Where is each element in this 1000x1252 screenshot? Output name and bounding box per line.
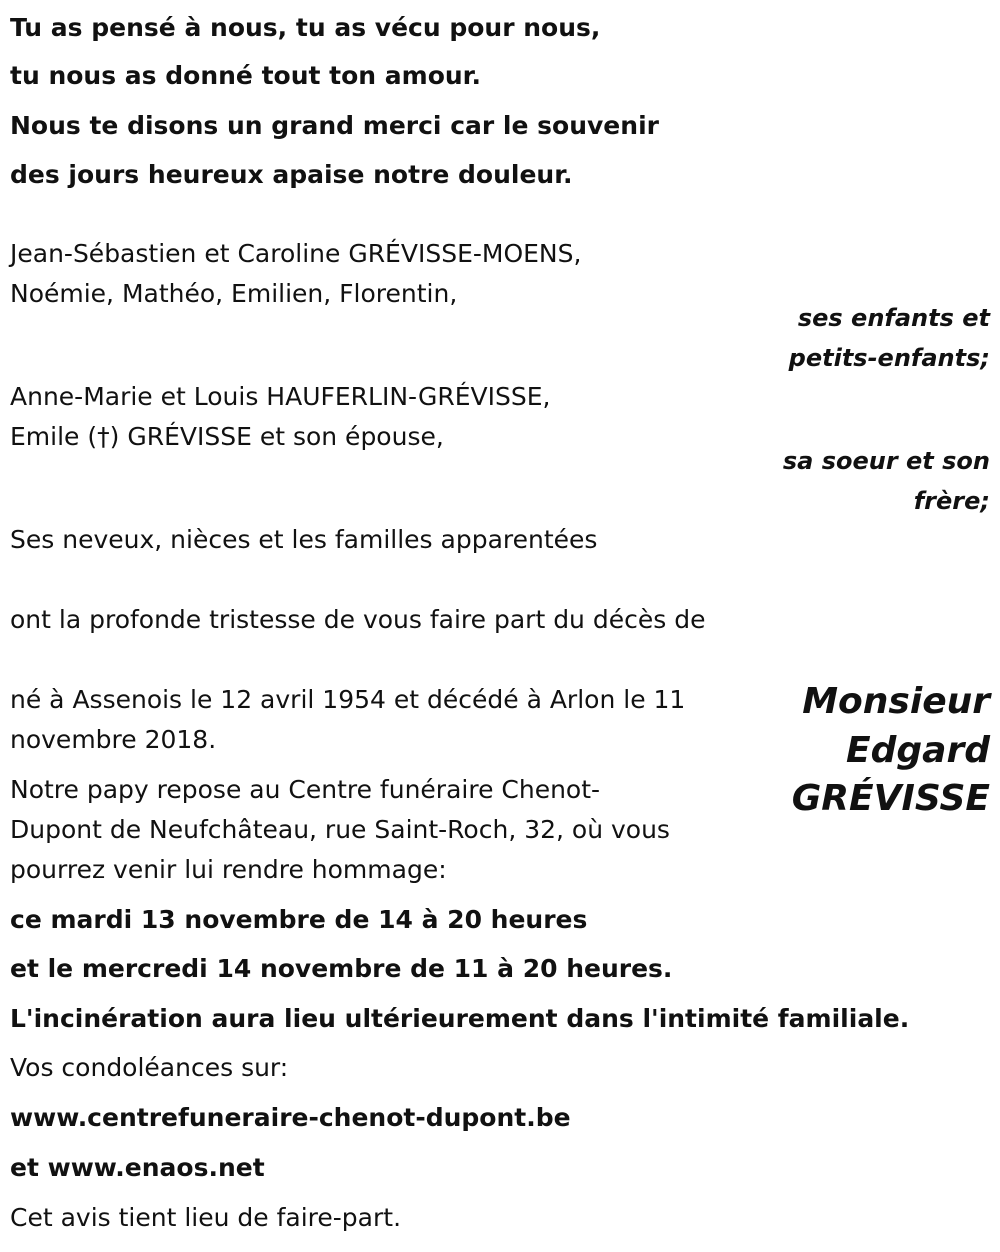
children-relation-2: petits-enfants; — [788, 344, 990, 372]
deceased-last-name: GRÉVISSE — [791, 778, 990, 819]
closing-note: Cet avis tient lieu de faire-part. — [10, 1203, 402, 1232]
siblings-line-2: Emile (†) GRÉVISSE et son épouse, — [10, 422, 444, 451]
siblings-line-1: Anne-Marie et Louis HAUFERLIN-GRÉVISSE, — [10, 382, 551, 411]
children-line-2: Noémie, Mathéo, Emilien, Florentin, — [10, 279, 458, 308]
poem-line-3: Nous te disons un grand merci car le souvenir — [10, 111, 659, 140]
condolences-label: Vos condoléances sur: — [10, 1053, 289, 1082]
deceased-title: Monsieur — [802, 681, 990, 722]
condolences-website-2[interactable]: et www.enaos.net — [10, 1153, 265, 1182]
children-relation-1: ses enfants et — [797, 304, 990, 332]
siblings-relation-1: sa soeur et son — [782, 447, 990, 475]
visit-line-1: ce mardi 13 novembre de 14 à 20 heures — [10, 905, 588, 934]
visit-line-2: et le mercredi 14 novembre de 11 à 20 heures. — [10, 954, 673, 983]
announcement: ont la profonde tristesse de vous faire part du décès de — [10, 605, 706, 634]
repose-line-1: Notre papy repose au Centre funéraire Chenot- — [10, 775, 601, 804]
relatives-line: Ses neveux, nièces et les familles apparentées — [10, 525, 598, 554]
repose-line-2: Dupont de Neufchâteau, rue Saint-Roch, 32, où vous — [10, 815, 670, 844]
cremation-notice: L'incinération aura lieu ultérieurement dans l'intimité familiale. — [10, 1004, 910, 1033]
poem-line-2: tu nous as donné tout ton amour. — [10, 61, 481, 90]
deceased-first-name: Edgard — [846, 730, 990, 771]
poem-line-1: Tu as pensé à nous, tu as vécu pour nous, — [10, 13, 601, 42]
children-line-1: Jean-Sébastien et Caroline GRÉVISSE-MOENS, — [10, 239, 582, 268]
condolences-website-1[interactable]: www.centrefuneraire-chenot-dupont.be — [10, 1103, 571, 1132]
poem-line-4: des jours heureux apaise notre douleur. — [10, 160, 573, 189]
repose-line-3: pourrez venir lui rendre hommage: — [10, 855, 447, 884]
birth-death-line-2: novembre 2018. — [10, 725, 217, 754]
siblings-relation-2: frère; — [913, 487, 990, 515]
birth-death-line-1: né à Assenois le 12 avril 1954 et décédé à Arlon le 11 — [10, 685, 686, 714]
